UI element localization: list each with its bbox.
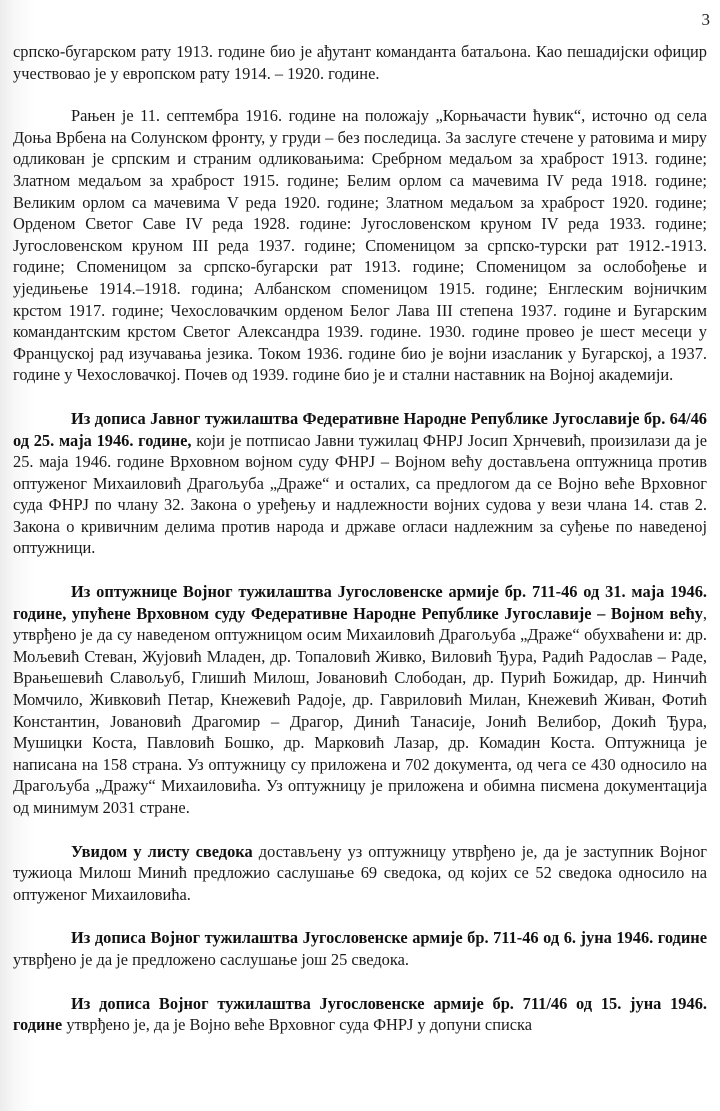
document-body <box>13 41 707 1036</box>
paragraph-bold-lead: Увидом у листу сведока <box>71 841 253 861</box>
paragraph-bold-lead: Из дописа Војног тужилаштва Југословенске армије бр. 711-46 од 6. јуна 1946. године <box>71 928 707 948</box>
paragraph-public-prosecutor-letter <box>13 408 707 559</box>
paragraph-continuation <box>13 41 707 84</box>
paragraph-bold-lead: Из оптужнице Војног тужилаштва Југословенске армије бр. 711-46 од 31. маја 1946. године, упућене Врховном суду Федеративне Народне Републике Југославије – Војном већу <box>13 582 707 623</box>
paragraph-text: утврђено је да је предложено саслушање још 25 сведока. <box>13 949 409 969</box>
paragraph-military-prosecutor-june-6 <box>13 927 707 970</box>
paragraph-text: достављену уз оптужницу утврђено је, да је заступник Војног тужиоца Милош Минић предложио саслушање 69 сведока, од којих се 52 сведока односило на оптуженог Михаиловића. <box>13 841 707 904</box>
paragraph-military-prosecutor-june-15 <box>13 993 707 1036</box>
paragraph-text: који је потписао Јавни тужилац ФНРЈ Јосип Хрнчевић, произилази да је 25. маја 1946. године Врховном војном суду ФНРЈ – Војном већу достављена оптужница против оптуженог Михаиловић Драгољуба „Драже“ и осталих, са предлогом да се Војно веће Врховног суда ФНРЈ по члану 32. Закона о уређењу и надлежности војних судова у вези члана 14. став 2. Закона о кривичним делима против народа и државе огласи надлежним за суђење по наведеној оптужници. <box>13 430 708 558</box>
paragraph-text: Рањен је 11. септембра 1916. године на положају „Корњачасти ћувик“, источно од села Доња Врбена на Солунском фронту, у груди – без последица. За заслуге стечене у ратовима и миру одликован је српским и страним одликовањима: Сребрном медаљом за храброст 1913. године; Златном медаљом за храброст 1915. године; Белим орлом са мачевима IV реда 1918. године; Великим орлом са мачевима V реда 1920. године; Златном медаљом за храброст 1920. године; Орденом Светог Саве IV реда 1928. године: Југословенском круном IV реда 1933. године; Југословенском круном III реда 1937. године; Споменицом за српско-турски рат 1912.-1913. године; Споменицом за српско-бугарски рат 1913. године; Споменицом за ослобођење и уједињење 1914.–1918. година; Албанском споменицом 1915. године; Енглеским војничким крстом 1917. године; Чехословачким орденом Белог Лава III степена 1937. године и Бугарским командантским крстом Светог Александра 1939. године. 1930. године провео је шест месеци у Француској рад изучавања језика. Током 1936. године био је војни изасланик у Бугарској, а 1937. године у Чехословачкој. Почев од 1939. године био је и стални наставник на Војној академији. <box>13 106 707 385</box>
paragraph-text: српско-бугарском рату 1913. године био је ађутант команданта батаљона. Као пешадијски официр учествовао је у европском рату 1914. – 1920. године. <box>13 42 707 83</box>
paragraph-bold-lead: Из дописа Војног тужилаштва Југословенске армије бр. 711/46 од 15. јуна 1946. године <box>13 993 707 1035</box>
paragraph-witness-list <box>13 841 707 906</box>
paragraph-decorations <box>13 105 707 386</box>
paragraph-indictment <box>13 581 707 819</box>
paragraph-text: утврђено је, да је Војно веће Врховног суда ФНРЈ у допуни списка <box>62 1015 533 1035</box>
paragraph-bold-lead: Из дописа Јавног тужилаштва Федеративне Народне Републике Југославије бр. 64/46 од 25. маја 1946. године, <box>13 408 707 450</box>
page-number: 3 <box>701 10 710 29</box>
paragraph-text: , утврђено је да су наведеном оптужницом осим Михаиловић Драгољуба „Драже“ обухваћени и: др. Мољевић Стеван, Жујовић Младен, др. Топаловић Живко, Виловић Ђура, Радић Радослав – Раде, Врањешевић Славољуб, Глишић Милош, Јовановић Слободан, др. Пурић Божидар, др. Нинчић Момчило, Живковић Петар, Кнежевић Радоје, др. Гавриловић Милан, Кнежевић Живан, Фотић Константин, Јовановић Драгомир – Драгор, Динић Танасије, Јонић Велибор, Докић Ђура, Мушицки Коста, Павловић Бошко, др. Марковић Лазар, др. Комадин Коста. Оптужница је написана на 158 страна. Уз оптужницу су приложена и 702 документа, од чега се 430 односило на Драгољуба „Дражу“ Михаиловића. Уз оптужницу је приложена и обимна писмена документација од минимум 2031 стране. <box>13 603 707 817</box>
